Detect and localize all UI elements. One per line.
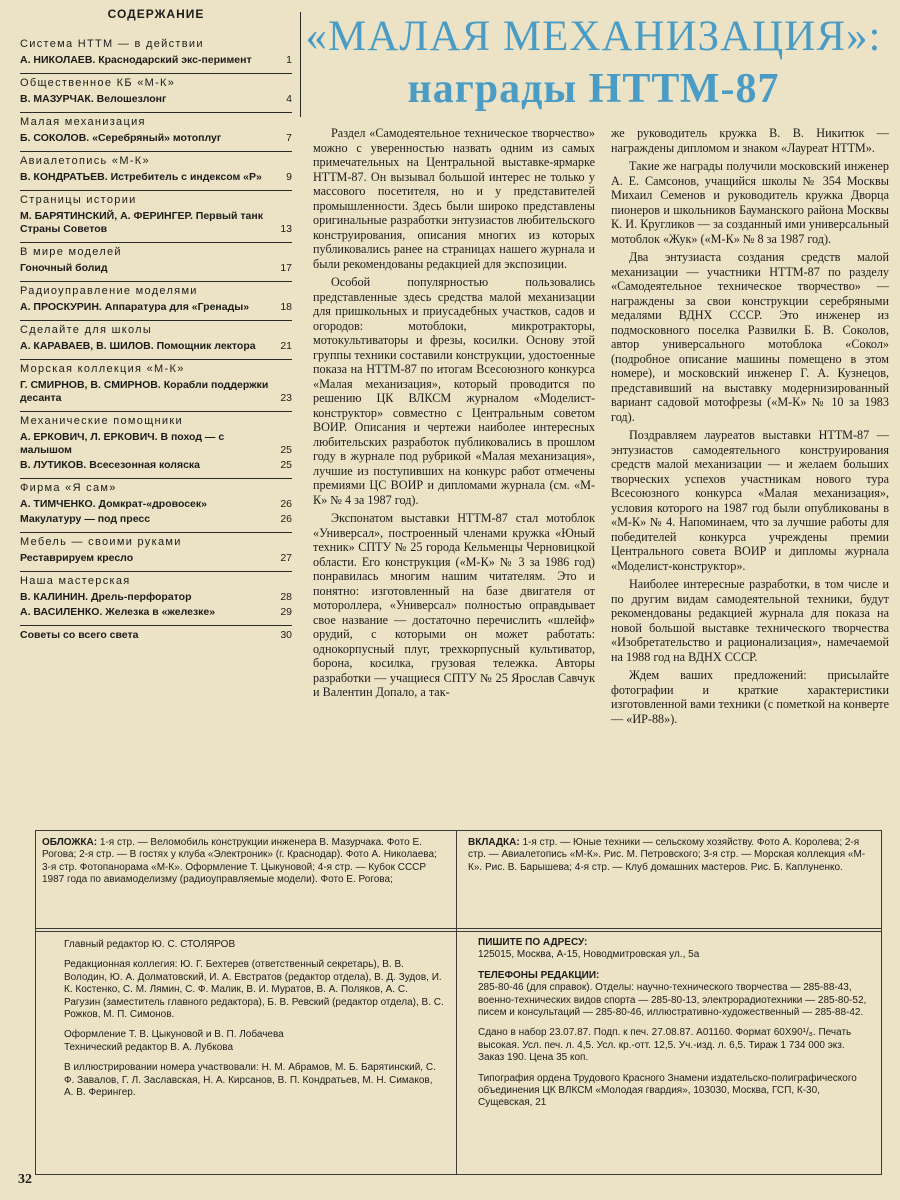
- chief-editor: Главный редактор Ю. С. СТОЛЯРОВ: [64, 939, 236, 950]
- toc-entry[interactable]: [20, 431, 292, 457]
- toc-section: [20, 151, 292, 184]
- phones: 285-80-46 (для справок). Отделы: научно-технического творчества — 285-88-43, военно-технических видов спорта — 285-80-13, электрорадиотехники — 285-80-52, писем и консультаций — 285-80-46, иллюстративно-художественный — 285-88-42.: [478, 982, 867, 1019]
- toc-entry[interactable]: [20, 629, 292, 642]
- toc-section: [20, 478, 292, 526]
- toc-entry-title: А. ТИМЧЕНКО. Домкрат-«дровосек»: [20, 498, 207, 510]
- toc-section-heading: Система НТТМ — в действии: [20, 38, 204, 50]
- toc-entry[interactable]: [20, 54, 292, 67]
- illustrators: В иллюстрировании номера участвовали: Н. М. Абрамов, М. Б. Барятинский, С. Ф. Завалов, Г. Л. Заславская, Н. А. Кирсанов, В. П. Кондратьев, М. Н. Симаков, А. В. Ферингер.: [64, 1062, 436, 1099]
- page-number: 32: [18, 1172, 32, 1187]
- toc-section-heading: Авиалетопись «М-К»: [20, 155, 150, 167]
- toc-entry-title: А. ВАСИЛЕНКО. Железка в «железке»: [20, 606, 216, 618]
- headline-line1: «МАЛАЯ МЕХАНИЗАЦИЯ»:: [305, 13, 882, 60]
- toc-section-heading: Малая механизация: [20, 116, 146, 128]
- toc-entry-title: В. КОНДРАТЬЕВ. Истребитель с индексом «Р»: [20, 171, 262, 183]
- imprint-box: [35, 928, 882, 1175]
- toc-entry-page: 1: [286, 54, 292, 66]
- toc-entry-title: В. МАЗУРЧАК. Велошезлонг: [20, 93, 167, 105]
- address-label: ПИШИТЕ ПО АДРЕСУ:: [478, 937, 588, 948]
- toc-entry-title: В. КАЛИНИН. Дрель-перфоратор: [20, 591, 192, 603]
- article-column-1: [313, 126, 595, 704]
- toc-section-heading: Сделайте для школы: [20, 324, 153, 336]
- divider: [456, 831, 457, 931]
- article-headline: [300, 12, 886, 117]
- toc-entry[interactable]: [20, 606, 292, 619]
- article-paragraph: Особой популярностью пользовались представленные здесь средства малой механизации для пришкольных и приусадебных участков, садов и огородов: мотоблоки, микротракторы, мотокультиваторы и фрезы, косилки. Основу этой группы техники составили конструкции, удостоенные показа на НТТМ-87 по итогам Всесоюзного конкурса «Малая механизация», который проводится по решению ЦК ВЛКСМ журналом «Моделист-конструктор» совместно с Центральным советом ВОИР. Описания и чертежи наиболее интересных любительских разработок публиковались в прошлом году в журнале под рубрикой «Малая механизация», лучшие из поступивших на конкурс работ отмечены премиями ЦС ВОИР и дипломами журнала (см. «М-К» № 4 за 1987 год).: [313, 275, 595, 507]
- toc-section: [20, 73, 292, 106]
- toc-section: [20, 112, 292, 145]
- toc-section: [20, 359, 292, 405]
- toc-entry-page: 29: [280, 606, 292, 618]
- toc-entry-title: А. КАРАВАЕВ, В. ШИЛОВ. Помощник лектора: [20, 340, 256, 352]
- toc-section-heading: Морская коллекция «М-К»: [20, 363, 185, 375]
- toc-entry[interactable]: [20, 498, 292, 511]
- toc-section: [20, 625, 292, 642]
- toc-entry[interactable]: [20, 552, 292, 565]
- article-paragraph: Ждем ваших предложений: присылайте фотографии и краткие характеристики изготовленной вами техники (с пометкой на конверте — «ИР-88»).: [611, 668, 889, 726]
- imprint-left: [64, 939, 444, 1107]
- cover-credits: [42, 837, 442, 887]
- toc-sections: [20, 35, 292, 642]
- toc-title: СОДЕРЖАНИЕ: [107, 7, 205, 21]
- toc-entry[interactable]: [20, 171, 292, 184]
- toc-section-heading: Радиоуправление моделями: [20, 285, 198, 297]
- article-column-2: [611, 126, 889, 730]
- toc-section: [20, 35, 292, 67]
- tech-editor: Технический редактор В. А. Лубкова: [64, 1041, 234, 1053]
- toc-entry[interactable]: [20, 262, 292, 275]
- toc-section-heading: Общественное КБ «М-К»: [20, 77, 176, 89]
- toc-entry[interactable]: [20, 459, 292, 472]
- phones-label: ТЕЛЕФОНЫ РЕДАКЦИИ:: [478, 969, 600, 981]
- toc-entry[interactable]: [20, 93, 292, 106]
- article-paragraph: Наиболее интересные разработки, в том числе и по другим видам самодеятельной техники, будут рекомендованы редакцией журнала для показа на новой большой выставке технического творчества «Изобретательство и рационализация», намечаемой на 1988 год на ВДНХ СССР.: [611, 577, 889, 664]
- insert-label: ВКЛАДКА:: [468, 837, 520, 848]
- address: 125015, Москва, А-15, Новодмитровская ул., 5а: [478, 949, 700, 961]
- toc-entry-page: 18: [280, 301, 292, 313]
- toc-entry-title: Б. СОКОЛОВ. «Серебряный» мотоплуг: [20, 132, 222, 144]
- article-paragraph: Поздравляем лауреатов выставки НТТМ-87 — энтузиастов самодеятельного конструирования средств малой механизации — и желаем больших творческих успехов участникам нового тура Всесоюзного конкурса «Малая механизация», условия которого на 1987 год были опубликованы в «М-К» № 4. Напоминаем, что за лучшие работы для победителей конкурса учреждены премии Центрального совета ВОИР и дипломы журнала «Моделист-конструктор».: [611, 428, 889, 573]
- headline-line2: награды НТТМ-87: [407, 66, 780, 112]
- toc-entry[interactable]: [20, 591, 292, 604]
- toc-entry-title: А. ЕРКОВИЧ, Л. ЕРКОВИЧ. В поход — с малышом: [20, 431, 225, 456]
- toc-entry[interactable]: [20, 301, 292, 314]
- toc-section: [20, 281, 292, 314]
- toc-entry-page: 23: [280, 392, 292, 404]
- toc-entry-page: 17: [280, 262, 292, 274]
- toc-entry-title: В. ЛУТИКОВ. Всесезонная коляска: [20, 459, 201, 471]
- toc-section: [20, 190, 292, 236]
- toc-entry-title: А. НИКОЛАЕВ. Краснодарский экс-перимент: [20, 54, 252, 66]
- toc-entry[interactable]: [20, 379, 292, 405]
- insert-credits: [468, 837, 868, 874]
- toc-section: [20, 411, 292, 472]
- toc-entry[interactable]: [20, 210, 292, 236]
- editorial-board: Редакционная коллегия: Ю. Г. Бехтерев (ответственный секретарь), В. В. Володин, Ю. А. Долматовский, И. А. Евстратов (редактор отдела), В. Д. Зудов, И. К. Костенко, С. М. Лямин, С. Ф. Малик, В. И. Муратов, В. А. Поляков, А. С. Рагузин (заместитель главного редактора), Б. В. Ревский (редактор отдела), В. С. Рожков, М. П. Симонов.: [64, 959, 444, 1021]
- toc-section: [20, 532, 292, 565]
- toc-entry-title: Реставрируем кресло: [20, 552, 134, 564]
- toc-section-heading: В мире моделей: [20, 246, 122, 258]
- toc-entry-page: 7: [286, 132, 292, 144]
- toc-entry-title: Гоночный болид: [20, 262, 108, 274]
- toc-entry-page: 13: [280, 223, 292, 235]
- toc-entry-title: Макулатуру — под пресс: [20, 513, 151, 525]
- toc-entry-page: 28: [280, 591, 292, 603]
- toc-entry[interactable]: [20, 513, 292, 526]
- toc-section: [20, 571, 292, 619]
- toc-entry-page: 26: [280, 513, 292, 525]
- toc-entry-page: 26: [280, 498, 292, 510]
- toc-entry[interactable]: [20, 132, 292, 145]
- toc-entry-title: Советы со всего света: [20, 629, 139, 641]
- toc-section-heading: Механические помощники: [20, 415, 183, 427]
- toc-entry-title: А. ПРОСКУРИН. Аппаратура для «Гренады»: [20, 301, 250, 313]
- print-info: Сдано в набор 23.07.87. Подп. к печ. 27.08.87. А01160. Формат 60Х90¹/₈. Печать высокая. Усл. печ. л. 4,5. Усл. кр.-отт. 12,5. Уч.-изд. л. 6,5. Тираж 1 734 000 экз. Заказ 190. Цена 35 коп.: [478, 1027, 852, 1064]
- toc-section: [20, 242, 292, 275]
- cover-credits-box: [35, 830, 882, 932]
- toc-entry-page: 25: [280, 459, 292, 471]
- toc-entry-page: 9: [286, 171, 292, 183]
- toc-entry-page: 21: [280, 340, 292, 352]
- article-paragraph: Раздел «Самодеятельное техническое творчество» можно с уверенностью назвать одним из самых примечательных на Центральной выставке-ярмарке НТТМ-87. Он вызывал большой интерес не только у массового посетителя, но и у представителей промышленности. Здесь были широко представлены оригинальные разработки энтузиастов любительского конструирования, описания многих из которых публиковались ранее на страницах нашего журнала и были рекомендованы редакцией для экспозиции.: [313, 126, 595, 271]
- design-credit: Оформление Т. В. Цыкуновой и В. П. Лобачева: [64, 1029, 284, 1041]
- toc-entry-page: 25: [280, 444, 292, 456]
- toc-entry-page: 30: [280, 629, 292, 641]
- cover-label: ОБЛОЖКА:: [42, 837, 98, 848]
- divider: [456, 929, 457, 1174]
- article-paragraph: Два энтузиаста создания средств малой механизации — участники НТТМ-87 по разделу «Самодеятельное техническое творчество» — награждены за свои конструкции серебряными медалями ВДНХ СССР. Это инженер из подмосковного поселка Развилки Б. В. Соколов, автор универсального мотоблока «Сокол» (подробное описание машины помещено в этом номере), и московский инженер Г. А. Кузнецов, представивший на выставку модернизированный вариант садовой мотофрезы («М-К» № 10 за 1983 год).: [611, 250, 889, 424]
- toc-entry-title: М. БАРЯТИНСКИЙ, А. ФЕРИНГЕР. Первый танк Страны Советов: [20, 210, 263, 235]
- article-paragraph: Экспонатом выставки НТТМ-87 стал мотоблок «Универсал», построенный членами кружка «Юный техник» СПТУ № 25 города Кельменцы Черновицкой области. Его конструкция («М-К» № 3 за 1986 год) понравилась многим нашим читателям. Это и понятно: изготовленный на базе двигателя от мотороллера, «Универсал» полностью оправдывает свое название — достаточно перечислить «шлейф» орудий, с которыми он может работать: однокорпусный плуг, трехкорпусный культиватор, борона, косилка, грузовая тележка. Авторы разработки — учащиеся СПТУ № 25 Ярослав Савчук и Валентин Допало, а так-: [313, 511, 595, 699]
- table-of-contents: [20, 8, 292, 648]
- cover-text: 1-я стр. — Веломобиль конструкции инженера В. Мазурчака. Фото Е. Рогова; 2-я стр. — В гостях у клуба «Электроник» (г. Краснодар). Фото А. Николаева; 3-я стр. Фотопанорама «М-К». Оформление Т. Цыкуновой; 4-я стр. — Кубок СССР 1987 года по авиамоделизму (радиоуправляемые модели). Фото Е. Рогова;: [42, 837, 437, 886]
- toc-section-heading: Страницы истории: [20, 194, 137, 206]
- printer-info: Типография ордена Трудового Красного Знамени издательско-полиграфического объединения ЦК ВЛКСМ «Молодая гвардия», 103030, Москва, ГСП, К-30, Сущевская, 21: [478, 1072, 857, 1109]
- toc-section-heading: Мебель — своими руками: [20, 536, 182, 548]
- toc-section-heading: Наша мастерская: [20, 575, 131, 587]
- toc-section: [20, 320, 292, 353]
- article-paragraph: же руководитель кружка В. В. Никитюк — награждены дипломом и знаком «Лауреат НТТМ».: [611, 126, 889, 155]
- toc-section-heading: Фирма «Я сам»: [20, 482, 117, 494]
- toc-entry-page: 4: [286, 93, 292, 105]
- insert-text: 1-я стр. — Юные техники — сельскому хозяйству. Фото А. Королева; 2-я стр. — Авиалетопись «М-К». Рис. М. Петровского; 3-я стр. — Морская коллекция «М-К». Рис. В. Барышева; 4-я стр. — Клуб домашних мастеров. Рис. Б. Каплуненко.: [468, 837, 866, 873]
- toc-entry-page: 27: [280, 552, 292, 564]
- toc-entry[interactable]: [20, 340, 292, 353]
- imprint-right: [478, 937, 873, 1118]
- toc-entry-title: Г. СМИРНОВ, В. СМИРНОВ. Корабли поддержки десанта: [20, 379, 269, 404]
- article-paragraph: Такие же награды получили московский инженер А. Е. Самсонов, учащийся школы № 354 Москвы Михаил Семенов и руководитель кружка Дворца пионеров и школьников Бауманского района Москвы К. И. Кругликов — за созданный ими универсальный мотоблок «Жук» («М-К» № 8 за 1987 год).: [611, 159, 889, 246]
